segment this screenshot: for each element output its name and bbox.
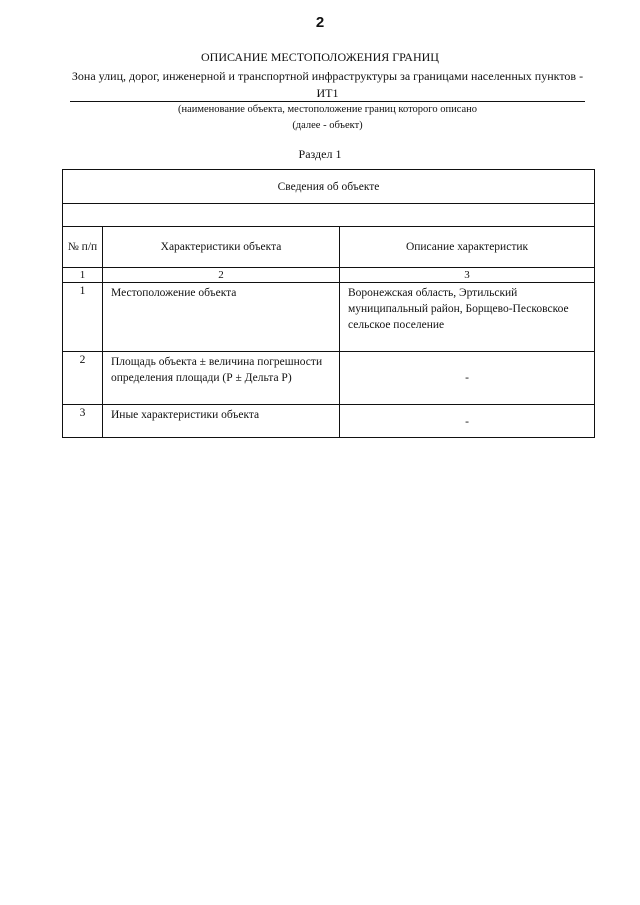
column-header-characteristic: Характеристики объекта — [103, 227, 340, 268]
row-description: - — [340, 352, 595, 405]
column-header-number: № п/п — [63, 227, 103, 268]
object-name-caption: (наименование объекта, местоположение границ которого описано — [177, 104, 478, 115]
document-title: ОПИСАНИЕ МЕСТОПОЛОЖЕНИЯ ГРАНИЦ — [201, 50, 439, 64]
row-characteristic: Иные характеристики объекта — [103, 405, 340, 438]
section-heading: Раздел 1 — [298, 147, 342, 161]
table-row — [63, 352, 595, 405]
column-header-description: Описание характеристик — [340, 227, 595, 268]
page-number: 2 — [315, 14, 325, 31]
column-number-1: 1 — [63, 268, 103, 283]
row-characteristic: Площадь объекта ± величина погрешности определения площади (Р ± Дельта Р) — [103, 352, 340, 405]
row-characteristic: Местоположение объекта — [103, 283, 340, 352]
column-number-2: 2 — [103, 268, 340, 283]
table-heading: Сведения об объекте — [63, 170, 595, 204]
column-number-3: 3 — [340, 268, 595, 283]
table-row — [63, 283, 595, 352]
object-alias-caption: (далее - объект) — [292, 120, 363, 131]
row-number: 2 — [63, 352, 103, 405]
object-name: Зона улиц, дорог, инженерной и транспортной инфраструктуры за границами населенных пунктов - ИТ1 — [71, 69, 584, 100]
row-description: Воронежская область, Эртильский муниципальный район, Борщево-Песковское сельское поселение — [340, 283, 595, 352]
underline-divider — [70, 101, 585, 102]
row-number: 3 — [63, 405, 103, 438]
table-blank-row — [63, 204, 595, 227]
object-info-table — [62, 169, 595, 438]
row-number: 1 — [63, 283, 103, 352]
row-description: - — [340, 405, 595, 438]
table-row — [63, 405, 595, 438]
